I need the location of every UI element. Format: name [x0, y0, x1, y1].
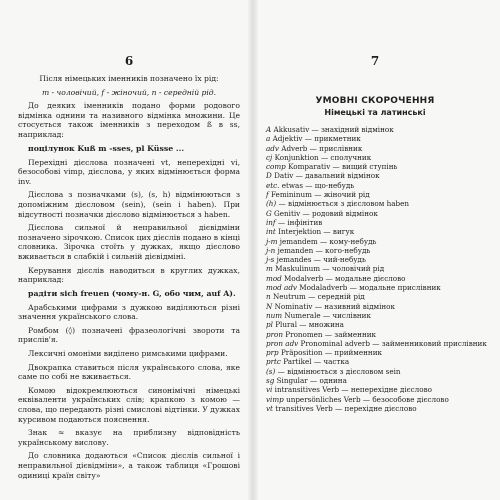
abbreviation-text: Femininum — жіночий рід — [270, 190, 370, 200]
abbreviation-code: sg — [266, 376, 275, 386]
left-page-number: 6 — [124, 54, 134, 68]
abbreviation-code: prtc — [266, 357, 281, 367]
abbreviation-code: D — [266, 171, 272, 181]
abbreviation-code: G — [266, 208, 272, 218]
abbreviation-item — [266, 395, 484, 404]
abbreviation-text: Genitiv — родовий відмінок — [274, 208, 378, 218]
abbreviation-text: Adjektiv — прикметник — [272, 134, 361, 144]
para-strong-verbs: Дієслова сильної й неправильної дієвідміни позначено зірочкою. Список цих дієслів подано в кінці словника. Зірочка стоїть у дужках, якщо дієслово вживається в слабкій і сильній дієвідміні. — [18, 223, 240, 261]
abbreviation-item — [266, 255, 484, 264]
abbreviation-code: j-n — [266, 245, 276, 255]
abbreviation-item — [266, 162, 484, 171]
abbreviation-text: Partikel — частка — [283, 357, 350, 367]
para-comma: Комою відокремлюються синонімічні німецькі еквіваленти українських слів; крапкою з комою — слова, що передають різні смислові відтінки. У дужках курсивом подаються пояснення. — [18, 385, 240, 424]
abbreviation-item — [266, 357, 484, 366]
abbreviation-code: adv — [266, 143, 279, 153]
abbreviation-code: pron adv — [266, 338, 299, 348]
para-government: Керування дієслів наводиться в круглих дужках, наприклад: — [18, 265, 240, 285]
abbreviation-text: Numerale — числівник — [284, 310, 371, 320]
abbreviation-code: vimp — [266, 394, 284, 404]
para-rhombus: Ромбом (◊) позначені фразеологічні звороти та прислів'я. — [18, 325, 240, 345]
abbreviation-code: (s) — [266, 366, 276, 376]
abbreviation-item — [266, 404, 484, 413]
abbreviation-code: mod adv — [266, 283, 297, 293]
abbreviation-text: jemandem — кому-небудь — [279, 236, 377, 246]
abbreviation-text: Nominativ — називний відмінок — [274, 301, 396, 311]
abbreviation-code: int — [266, 227, 276, 237]
abbreviation-item — [266, 246, 484, 255]
para-verb-marks: Перехідні дієслова позначені vt, неперехідні vi, безособові vimp, дієслова, у яких відмінюється форма inv. — [18, 157, 240, 186]
abbreviation-code: prp — [266, 348, 279, 358]
para-colon: Двокрапка ставиться після українського слова, яке саме по собі не вживається. — [18, 362, 240, 382]
example-kuss: поцілунок Kuß m -sses, pl Küsse ... — [28, 143, 185, 153]
abbreviation-text: — інфінітив — [277, 217, 323, 227]
abbreviation-item — [266, 181, 484, 190]
abbreviation-item — [266, 218, 484, 227]
abbreviations-title: УМОВНІ СКОРОЧЕННЯ — [315, 96, 435, 106]
abbreviation-item — [266, 209, 484, 218]
abbreviation-text: jemandes — чий-небудь — [276, 255, 366, 265]
abbreviation-code: j-m — [266, 236, 278, 246]
abbreviation-item — [266, 376, 484, 385]
abbreviation-text: Neutrum — середній рід — [272, 292, 365, 302]
abbreviation-item — [266, 292, 484, 301]
abbreviation-text: Dativ — давальний відмінок — [274, 171, 380, 181]
abbreviation-code: num — [266, 310, 283, 320]
intro-line-2: m - чоловічий, f - жіночий, n - середній рід. — [41, 87, 217, 97]
abbreviation-code: vi — [266, 385, 273, 395]
abbreviation-code: cj — [266, 152, 273, 162]
abbreviation-text: etwas — що-небудь — [281, 180, 355, 190]
abbreviation-item — [266, 227, 484, 236]
para-arabic-numbers: Арабськими цифрами з дужкою виділяються різні значення українського слова. — [18, 302, 240, 322]
abbreviation-code: j-s — [266, 255, 275, 265]
abbreviation-text: Komparativ — вищий ступінь — [288, 162, 398, 172]
abbreviation-item — [266, 320, 484, 329]
abbreviation-item — [266, 199, 484, 208]
abbreviation-text: unpersönliches Verb — безособове дієслово — [286, 394, 449, 404]
abbreviation-item — [266, 134, 484, 143]
abbreviation-item — [266, 153, 484, 162]
abbreviation-text: Singular — однина — [276, 376, 347, 386]
right-page — [252, 0, 500, 500]
para-auxiliary: Дієслова з позначками (s), (s, h) відмінюються з допоміжним дієсловом (sein), (sein і haben). При відсутності позначки дієслово відмінюється з haben. — [18, 190, 240, 219]
abbreviation-text: Modalverb — модальне дієслово — [284, 273, 406, 283]
para-appendix: До словника додаються «Список дієслів сильної і неправильної дієвідміни», а також таблиця «Грошові одиниці країн світу» — [18, 451, 240, 480]
abbreviations-subtitle: Німецькі та латинські — [324, 108, 426, 117]
abbreviation-list — [266, 125, 487, 413]
abbreviation-text: — відмінюється з дієсловом haben — [278, 199, 410, 209]
abbreviation-text: Modaladverb — модальне прислівник — [299, 283, 441, 293]
example-radity: радіти sich freuen (чому-н. G, обо чим, auf A). — [28, 288, 236, 298]
intro-line-1: Після німецьких іменників позначено їх рід: — [39, 74, 219, 83]
abbreviation-text: Konjunktion — сполучник — [274, 152, 372, 162]
para-homonyms: Лексичні омоніми виділено римськими цифрами. — [28, 349, 228, 359]
abbreviation-text: Interjektion — вигук — [278, 227, 355, 237]
abbreviation-code: pl — [266, 320, 273, 330]
abbreviation-code: mod — [266, 273, 282, 283]
abbreviation-code: etc. — [266, 180, 280, 190]
abbreviation-text: Pronominal adverb — займенниковий прислівник — [300, 338, 487, 348]
abbreviation-text: Pronomen — займенник — [285, 329, 377, 339]
abbreviation-item — [266, 171, 484, 180]
abbreviation-code: comp — [266, 162, 286, 172]
abbreviation-item — [266, 385, 484, 394]
abbreviation-text: transitives Verb — перехідне дієслово — [275, 403, 417, 413]
abbreviation-code: m — [266, 264, 273, 274]
abbreviation-code: (h) — [266, 199, 277, 209]
abbreviation-item — [266, 190, 484, 199]
abbreviation-text: Plural — множина — [275, 320, 344, 330]
abbreviation-item — [266, 264, 484, 273]
abbreviation-item — [266, 302, 484, 311]
abbreviation-code: a — [266, 134, 271, 144]
abbreviation-item — [266, 237, 484, 246]
abbreviation-code: A — [266, 125, 272, 134]
abbreviation-code: vt — [266, 403, 273, 413]
para-genitive-forms: До деяких іменників подано форми родового відмінка однини та називного відмінка множини. Це стосується також іменників з переходом ß в ss, наприклад: — [18, 101, 240, 139]
abbreviation-text: jemanden — кого-небудь — [277, 245, 371, 255]
abbreviation-text: Akkusativ — знахідний відмінок — [273, 125, 394, 134]
abbreviation-text: intransitives Verb — неперехідне дієслово — [274, 385, 432, 395]
abbreviation-item — [266, 283, 484, 292]
right-page-number: 7 — [370, 54, 380, 68]
abbreviation-item — [266, 144, 484, 153]
abbreviation-item — [266, 367, 484, 376]
para-approx-sign: Знак ≈ вказує на приблизну відповідність українському вислову. — [18, 428, 240, 447]
abbreviation-item — [266, 311, 484, 320]
abbreviation-code: inf — [266, 217, 276, 227]
abbreviation-text: Präposition — прийменник — [280, 348, 382, 358]
abbreviation-text: — відмінюється з дієсловом sein — [277, 366, 401, 376]
abbreviation-code: f — [266, 190, 269, 200]
abbreviation-text: Adverb — прислівник — [281, 143, 363, 153]
abbreviation-text: Maskulinum — чоловічий рід — [275, 264, 385, 274]
abbreviation-item — [266, 274, 484, 283]
abbreviation-code: n — [266, 292, 271, 302]
abbreviation-code: N — [266, 301, 273, 311]
abbreviation-code: pron — [266, 329, 283, 339]
abbreviation-item — [266, 125, 484, 134]
abbreviation-item — [266, 330, 484, 339]
abbreviation-item — [266, 338, 487, 348]
abbreviation-item — [266, 348, 484, 357]
